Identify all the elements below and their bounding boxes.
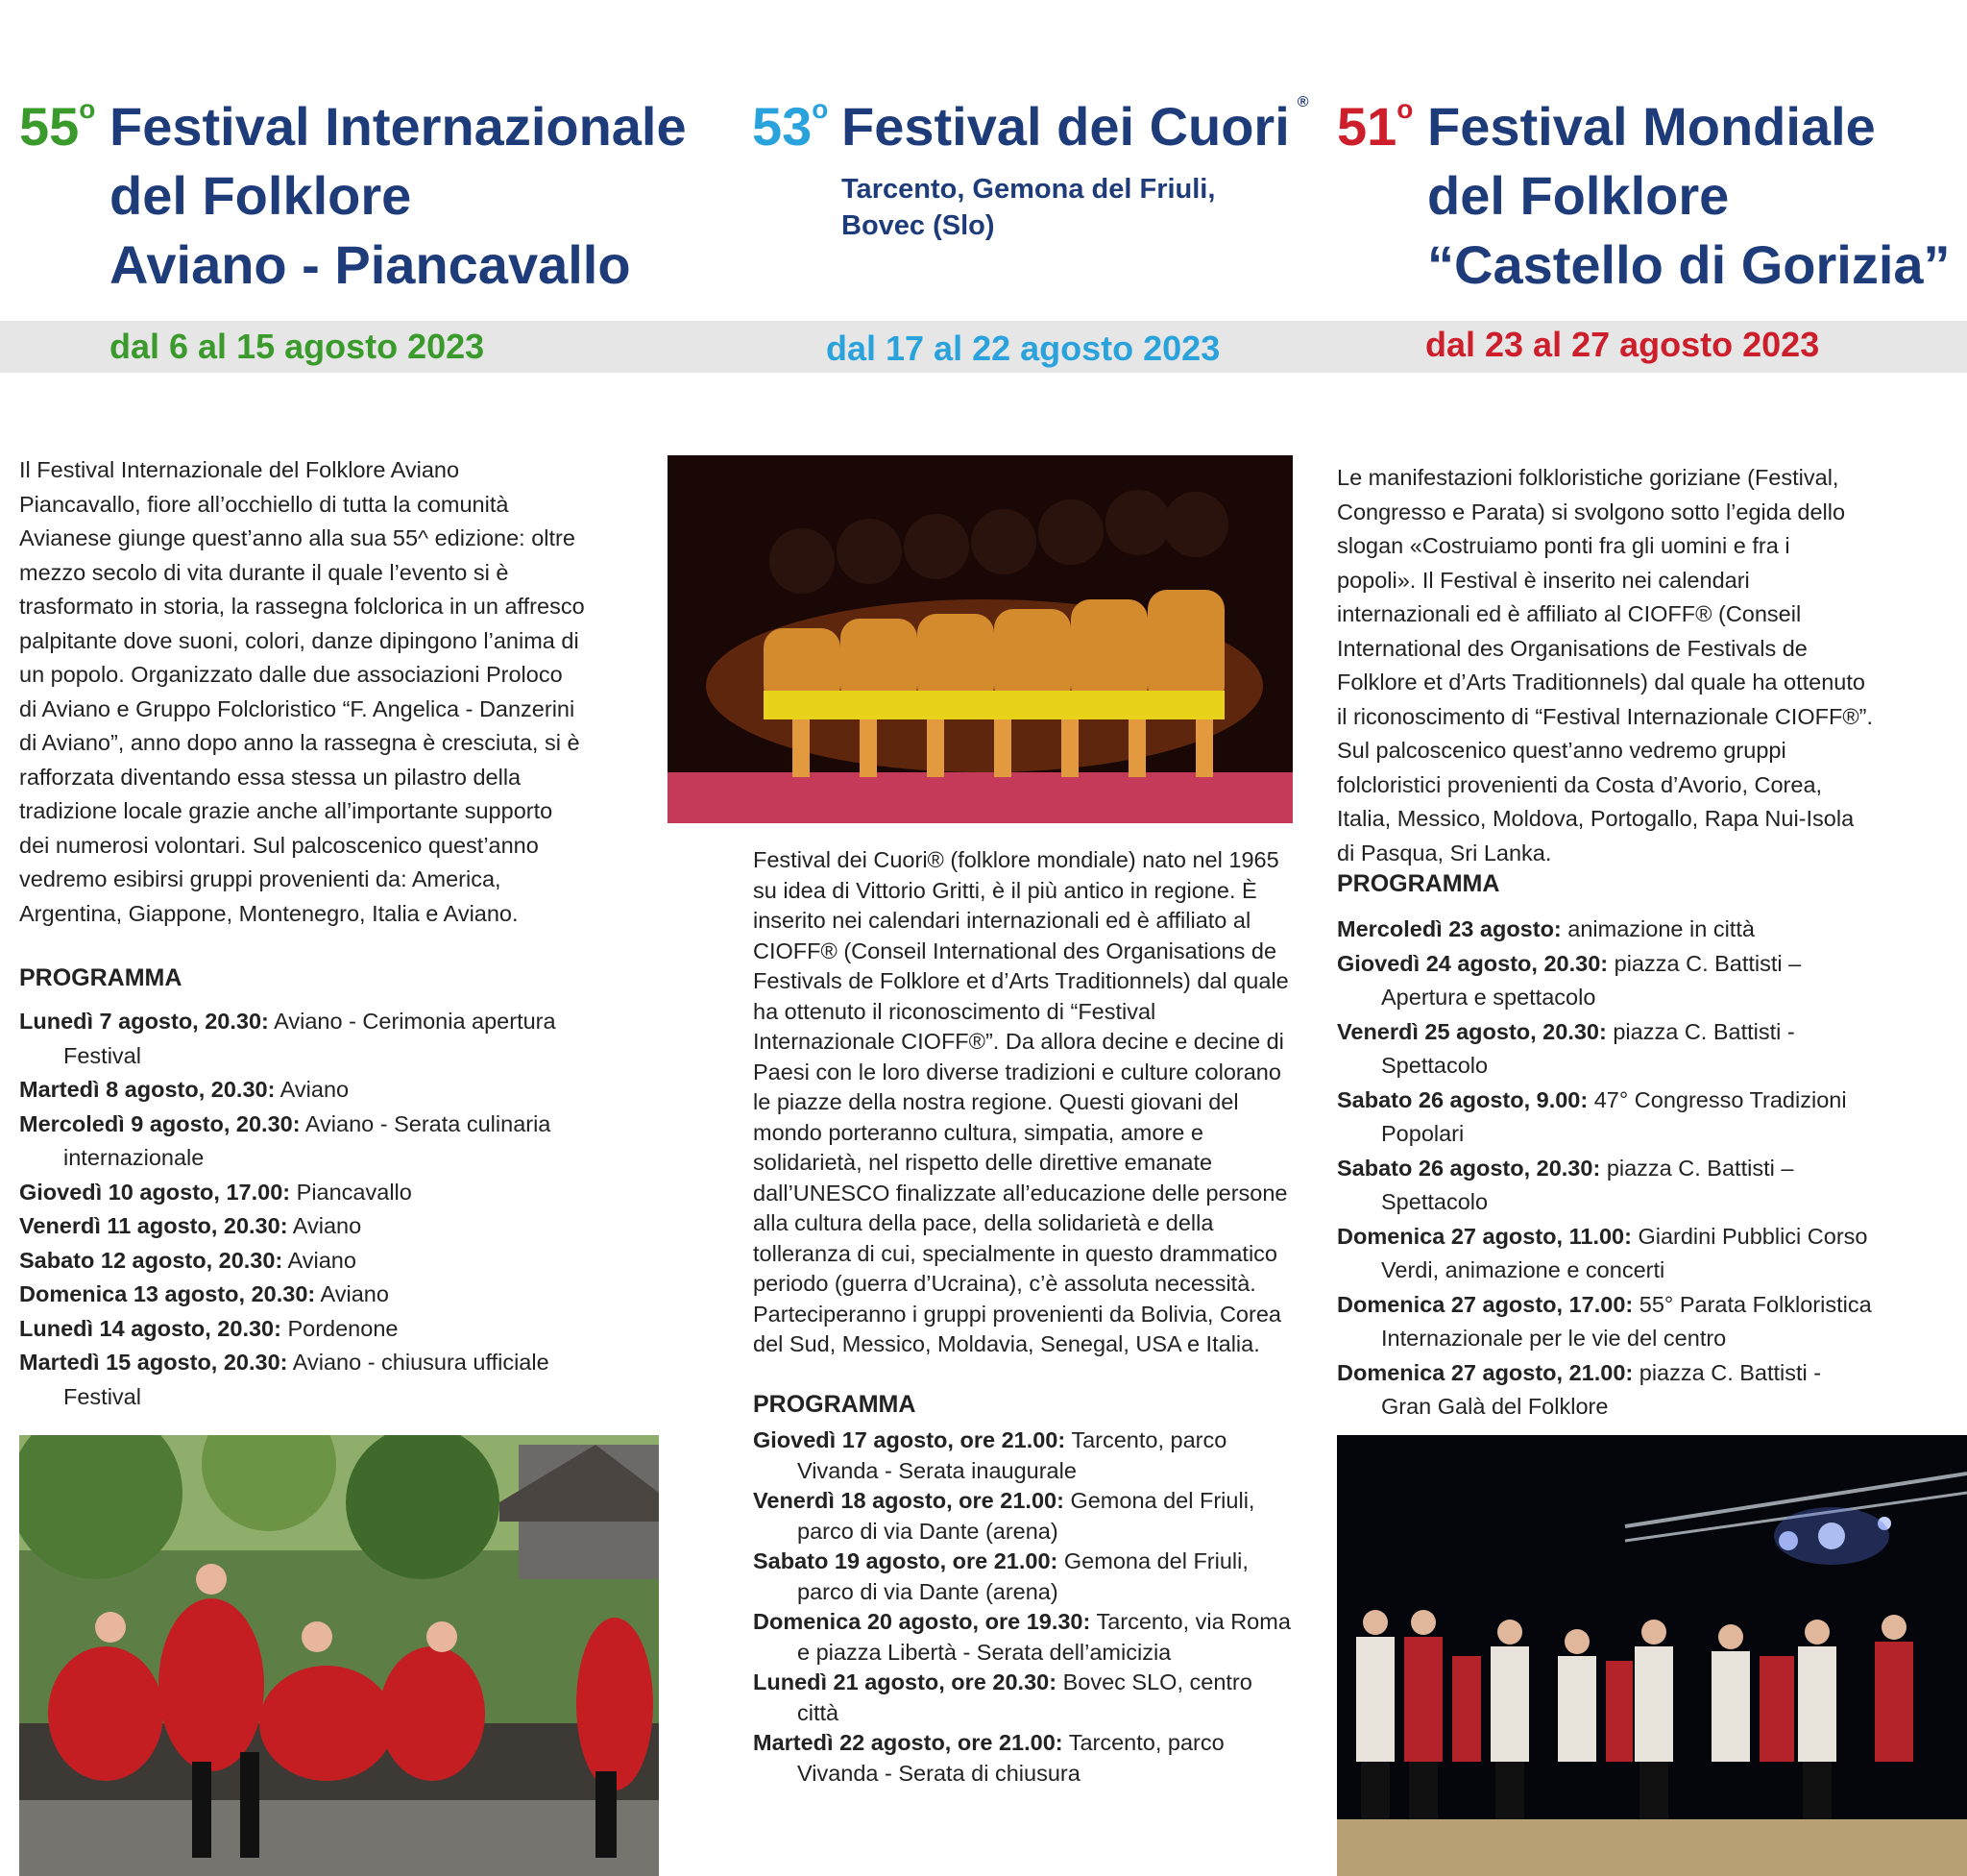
program-item: Sabato 26 agosto, 9.00: 47° Congresso Tradizioni Popolari bbox=[1337, 1086, 1847, 1146]
program-item: Domenica 27 agosto, 17.00: 55° Parata Folkloristica Internazionale per le vie del centro bbox=[1337, 1291, 1872, 1351]
festival-1-dates: dal 6 al 15 agosto 2023 bbox=[109, 327, 485, 366]
festival-3-title-line-3: “Castello di Gorizia” bbox=[1427, 234, 1951, 295]
festival-1-program-list bbox=[19, 1005, 605, 1414]
festival-1-program-heading: PROGRAMMA bbox=[19, 964, 182, 991]
photo-african-dancers-stage bbox=[668, 455, 1293, 823]
festival-3-title-line-2: del Folklore bbox=[1427, 165, 1730, 226]
photo-dancers-red-costumes bbox=[19, 1435, 659, 1876]
program-item: Venerdì 11 agosto, 20.30: Aviano bbox=[19, 1213, 362, 1238]
program-item: Lunedì 14 agosto, 20.30: Pordenone bbox=[19, 1315, 399, 1341]
festival-2-locations bbox=[841, 171, 1215, 244]
program-item: Martedì 22 agosto, ore 21.00: Tarcento, parco Vivanda - Serata di chiusura bbox=[753, 1730, 1225, 1786]
program-item: Lunedì 7 agosto, 20.30: Aviano - Cerimonia apertura Festival bbox=[19, 1009, 556, 1068]
program-item: Martedì 8 agosto, 20.30: Aviano bbox=[19, 1077, 350, 1102]
festival-3-program-list bbox=[1337, 913, 1875, 1425]
program-item: Domenica 13 agosto, 20.30: Aviano bbox=[19, 1281, 389, 1306]
festival-1-description: Il Festival Internazionale del Folklore Aviano Piancavallo, fiore all’occhiello di tutta la comunità Avianese giunge quest’anno alla sua 55^ edizione: oltre mezzo secolo di vita durante il quale l’evento si è trasformato in storia, la rassegna folclorica in un affresco palpitante dove suoni, colori, danze dipingono l’anima di un popolo. Organizzato dalle due associazioni Proloco di Aviano e Gruppo Folcloristico “F. Angelica - Danzerini di Aviano”, anno dopo anno la rassegna è cresciuta, si è rafforzata diventando essa stessa un pilastro della tradizione locale grazie anche all’importante supporto dei numerosi volontari. Sul palcoscenico quest’anno vedremo esibirsi gruppi provenienti da: America, Argentina, Giappone, Montenegro, Italia e Aviano. bbox=[19, 457, 585, 926]
festival-2-location-line-2: Bovec (Slo) bbox=[841, 210, 995, 241]
festival-2-dates: dal 17 al 22 agosto 2023 bbox=[826, 329, 1221, 368]
festival-3-title bbox=[1427, 92, 1951, 300]
program-item: Mercoledì 23 agosto: animazione in città bbox=[1337, 916, 1755, 941]
festival-3-dates: dal 23 al 27 agosto 2023 bbox=[1425, 325, 1820, 364]
photo-gala-night-stage bbox=[1337, 1435, 1967, 1876]
program-item: Domenica 27 agosto, 11.00: Giardini Pubblici Corso Verdi, animazione e concerti bbox=[1337, 1223, 1868, 1282]
program-item: Venerdì 25 agosto, 20.30: piazza C. Battisti - Spettacolo bbox=[1337, 1018, 1795, 1078]
program-item: Giovedì 17 agosto, ore 21.00: Tarcento, parco Vivanda - Serata inaugurale bbox=[753, 1427, 1227, 1483]
program-item: Giovedì 10 agosto, 17.00: Piancavallo bbox=[19, 1179, 412, 1205]
program-item: Martedì 15 agosto, 20.30: Aviano - chiusura ufficiale Festival bbox=[19, 1350, 549, 1409]
festival-3-program-heading: PROGRAMMA bbox=[1337, 870, 1500, 897]
festival-1-number: 55$^o$ bbox=[19, 94, 96, 157]
festival-3-title-line-1: Festival Mondiale bbox=[1427, 96, 1876, 157]
program-item: Domenica 20 agosto, ore 19.30: Tarcento, via Roma e piazza Libertà - Serata dell’amicizia bbox=[753, 1609, 1291, 1665]
festival-2-title: Festival dei Cuori ® bbox=[841, 94, 1309, 157]
festival-2-number: 53$^o$ bbox=[752, 94, 829, 157]
festival-2-location-line-1: Tarcento, Gemona del Friuli, bbox=[841, 174, 1216, 205]
festival-2-description: Festival dei Cuori® (folklore mondiale) nato nel 1965 su idea di Vittorio Gritti, è il più antico in regione. È inserito nei calendari internazionali ed è affiliato al CIOFF® (Conseil International des Organisations de Festivals de Folklore et d’Arts Traditionnels) dal quale ha ottenuto il riconoscimento di “Festival Internazionale CIOFF®”. Da allora decine e decine di Paesi con le loro diverse tradizioni e culture colorano le piazze della nostra regione. Questi giovani del mondo porteranno cultura, simpatia, amore e solidarietà, nel rispetto delle direttive emanate dall’UNESCO finalizzate all’educazione delle persone alla cultura della pace, della solidarietà e della tolleranza di cui, specialmente in questo drammatico periodo (guerra d’Ucraina), c’è assoluta necessità. Parteciperanno i gruppi provenienti da Bolivia, Corea del Sud, Messico, Moldavia, Senegal, USA e Italia. bbox=[753, 847, 1289, 1356]
registered-mark: ® bbox=[1297, 94, 1309, 110]
program-item: Sabato 19 agosto, ore 21.00: Gemona del Friuli, parco di via Dante (arena) bbox=[753, 1548, 1249, 1604]
festival-3-description: Le manifestazioni folkloristiche goriziane (Festival, Congresso e Parata) si svolgono sotto l’egida dello slogan «Costruiamo ponti fra gli uomini e fra i popoli». Il Festival è inserito nei calendari internazionali ed è affiliato al CIOFF® (Conseil International des Organisations de Festivals de Folklore et d’Arts Traditionnels) dal quale ha ottenuto il riconoscimento di “Festival Internazionale CIOFF®”. Sul palcoscenico quest’anno vedremo gruppi folcloristici provenienti da Costa d’Avorio, Corea, Italia, Messico, Moldova, Portogallo, Rapa Nui-Isola di Pasqua, Sri Lanka. bbox=[1337, 465, 1873, 865]
program-item: Domenica 27 agosto, 21.00: piazza C. Battisti - Gran Galà del Folklore bbox=[1337, 1359, 1822, 1419]
program-item: Venerdì 18 agosto, ore 21.00: Gemona del Friuli, parco di via Dante (arena) bbox=[753, 1488, 1255, 1544]
program-item: Lunedì 21 agosto, ore 20.30: Bovec SLO, centro città bbox=[753, 1669, 1252, 1725]
festival-1-title-line-2: del Folklore bbox=[109, 165, 412, 226]
festival-1-title-line-1: Festival Internazionale bbox=[109, 96, 687, 157]
festival-2-program-list bbox=[753, 1425, 1297, 1789]
festival-2-program-heading: PROGRAMMA bbox=[753, 1391, 916, 1418]
festival-3-number: 51$^o$ bbox=[1337, 94, 1414, 157]
program-item: Giovedì 24 agosto, 20.30: piazza C. Battisti – Apertura e spettacolo bbox=[1337, 950, 1802, 1010]
festival-1-title bbox=[109, 92, 687, 300]
festival-1-title-line-3: Aviano - Piancavallo bbox=[109, 234, 631, 295]
program-item: Mercoledì 9 agosto, 20.30: Aviano - Serata culinaria internazionale bbox=[19, 1110, 551, 1170]
program-item: Sabato 26 agosto, 20.30: piazza C. Battisti – Spettacolo bbox=[1337, 1155, 1794, 1214]
program-item: Sabato 12 agosto, 20.30: Aviano bbox=[19, 1247, 356, 1273]
